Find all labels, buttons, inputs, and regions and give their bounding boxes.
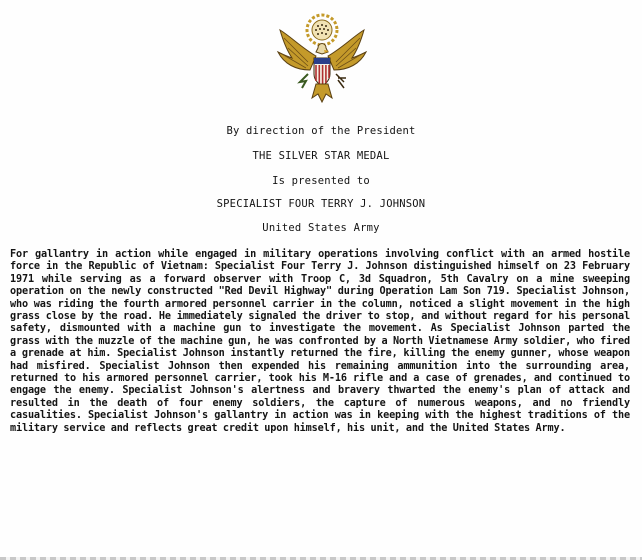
service-branch: United States Army [262,222,380,234]
presidential-directive: By direction of the President [226,125,416,137]
citation-text: For gallantry in action while engaged in military operations involving conflict with an armed hostile force in the Republic of Vietnam: Specialist Four Terry J. Johnson distinguished himself on 23 February 1971 while serving as a forward observer with Troop C, 3d Squadron, 5th Cavalry on a mine sweeping operation on the newly constructed "Red Devil Highway" during Operation Lam Son 719. Specialist Johnson, who was riding the fourth armored personnel carrier in the column, noticed a slight movement in the high grass close by the road. He immediately signaled the driver to stop, and without regard for his personal safety, dismounted with a machine gun to investigate the movement. As Specialist Johnson parted the grass with the muzzle of the machine gun, he was confronted by a North Vietnamese Army soldier, who fired a grenade at him. Specialist Johnson instantly returned the fire, killing the enemy gunner, whose weapon had misfired. Specialist Johnson then expended his remaining ammunition into the surrounding area, returned to his armored personnel carrier, took his M-16 rifle and a case of grenades, and continued to engage the enemy. Specialist Johnson's alertness and bravery thwarted the enemy's plan of attack and resulted in the death of four enemy soldiers, the capture of numerous weapons, and no friendly casualities. Specialist Johnson's gallantry in action was in keeping with the highest traditions of the military service and reflects great credit upon himself, his unit, and the United States Army. [10,249,630,434]
recipient-name: SPECIALIST FOUR TERRY J. JOHNSON [216,198,426,210]
award-name: THE SILVER STAR MEDAL [252,150,390,162]
great-seal-eagle-icon [272,8,372,108]
presented-to-label: Is presented to [272,175,370,187]
